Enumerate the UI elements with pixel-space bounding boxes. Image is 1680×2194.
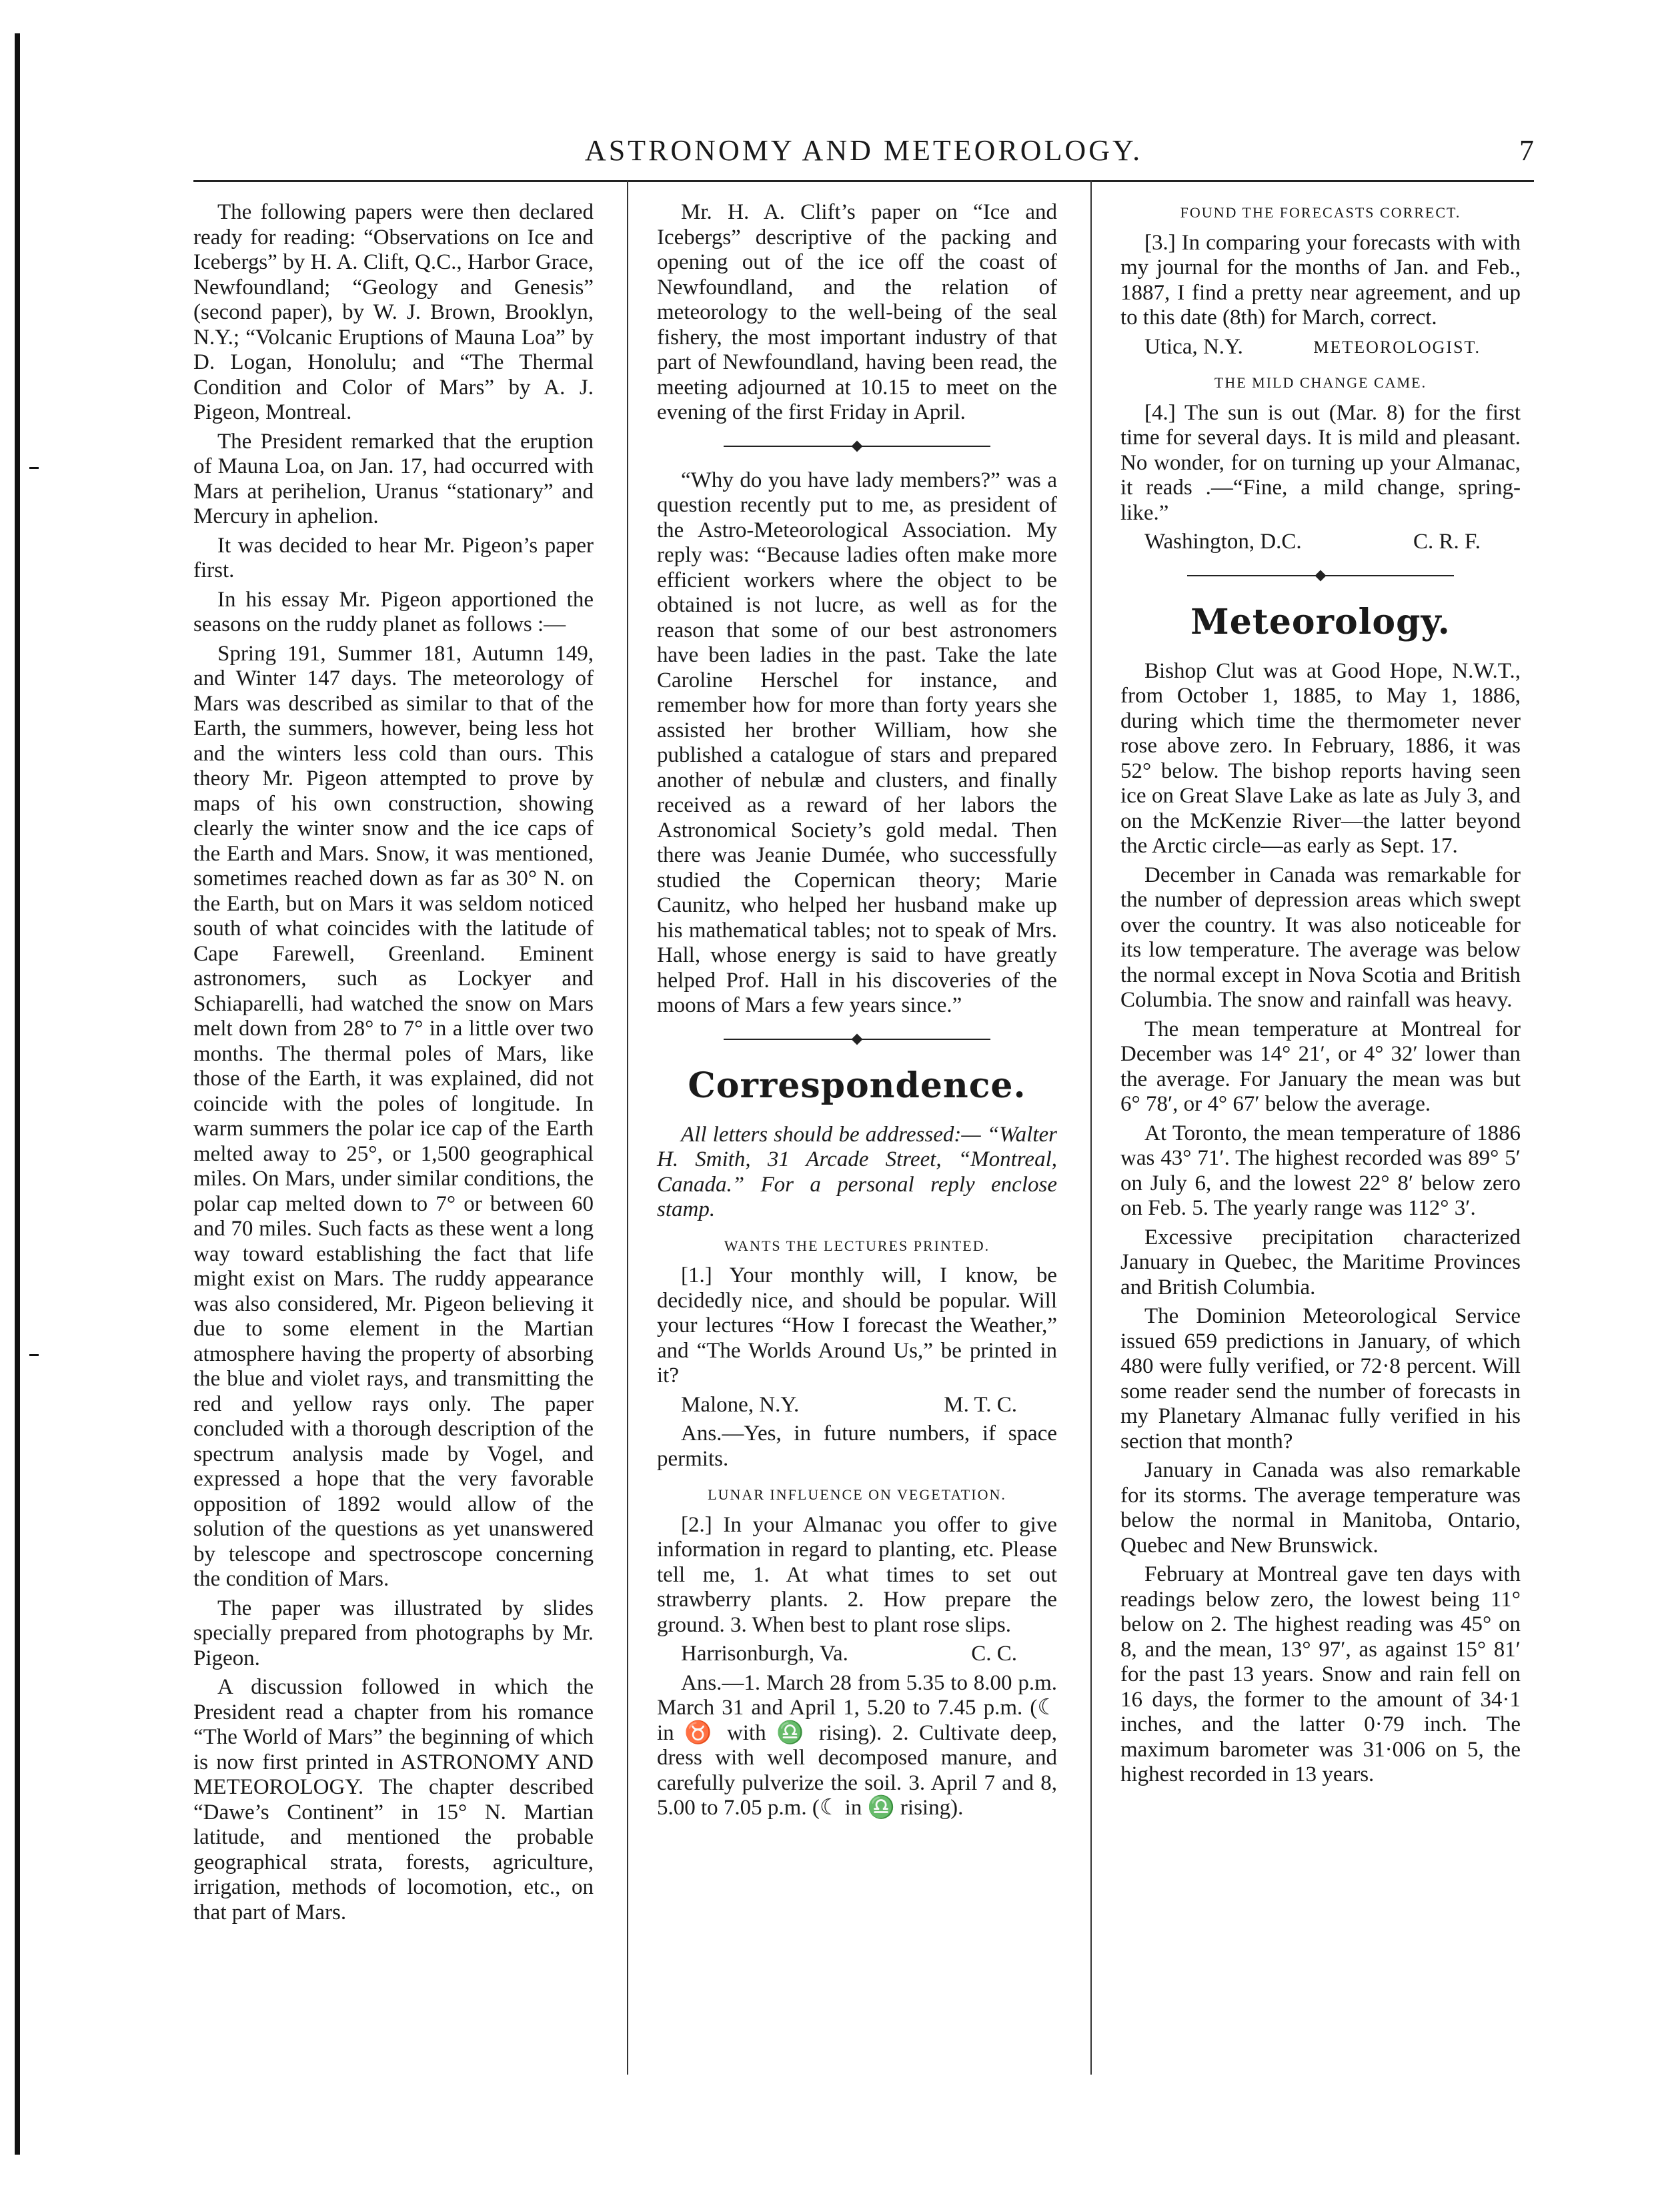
letter-signature bbox=[657, 1393, 1057, 1418]
header-rule bbox=[193, 180, 1534, 182]
running-title: ASTRONOMY AND METEOROLOGY. bbox=[584, 134, 1143, 167]
paragraph: A discussion followed in which the President read a chapter from his romance “The World of Mars” the beginning of which is now first printed in ASTRONOMY AND METEOROLOGY. The chapter described “Dawe’s Continent” in 15° N. Martian latitude, and mentioned the probable geographical strata, forests, agriculture, irrigation, methods of locomotion, etc., on that part of Mars. bbox=[193, 1675, 594, 1925]
meteorology-heading: Meteorology. bbox=[1190, 601, 1451, 642]
page-binding-edge bbox=[15, 33, 20, 2155]
paragraph: Mr. H. A. Clift’s paper on “Ice and Icebergs” descriptive of the packing and opening out of the ice off the coast of Newfoundland, and the relation of meteorology to the well-being of the seal fishery, the most important industry of that part of Newfoundland, having been read, the meeting adjourned at 10.15 to meet on the evening of the first Friday in April. bbox=[657, 200, 1057, 424]
letter-text: [1.] Your monthly will, I know, be decidedly nice, and should be popular. Will your lectures “How I forecast the Weather,” and “The Worlds Around Us,” be printed in it? bbox=[657, 1263, 1057, 1388]
letter-title: FOUND THE FORECASTS CORRECT. bbox=[1180, 204, 1461, 221]
correspondence-heading: Correspondence. bbox=[688, 1065, 1026, 1106]
paragraph: January in Canada was also remarkable for its storms. The average temperature was below the normal in Manitoba, Ontario, Quebec and New Brunswick. bbox=[1120, 1458, 1521, 1558]
paragraph: It was decided to hear Mr. Pigeon’s paper first. bbox=[193, 533, 594, 582]
paragraph: Spring 191, Summer 181, Autumn 149, and Winter 147 days. The meteorology of Mars was described as similar to that of the Earth, the summers, however, being less hot and the winters less cold than ours. This theory Mr. Pigeon attempted to prove by maps of his own construction, showing clearly the winter snow and the ice caps of the Earth and Mars. Snow, it was mentioned, sometimes reached down as far as 30° N. on the Earth, but on Mars it was seldom noticed south of what coincides with the latitude of Cape Farewell, Greenland. Eminent astronomers, such as Lockyer and Schiaparelli, had watched the snow on Mars melt down from 28° to 7° in a little over two months. The thermal poles of Mars, like those of the Earth, it was explained, did not coincide with the poles of longitude. In warm summers the polar ice cap of the Earth melted away to 25°, or 1,500 geographical miles. On Mars, under similar conditions, the polar cap melted down to 7° or between 60 and 70 miles. Such facts as these went a long way toward establishing the fact that life might exist on Mars. The ruddy appearance was also considered, Mr. Pigeon believing it due to some element in the Martian atmosphere having the property of absorbing the blue and violet rays, and transmitting the red and yellow rays only. The paper concluded with a thorough description of the spectrum analysis made by Vogel, and expressed a hope that the very favorable opposition of 1892 would allow of the solution of the questions as yet unanswered by telescope and spectroscope concerning the condition of Mars. bbox=[193, 641, 594, 1591]
letter-answer: Ans.—Yes, in future numbers, if space permits. bbox=[657, 1422, 1057, 1471]
letter-initials: METEOROLOGIST. bbox=[1313, 337, 1481, 357]
section-rule bbox=[657, 439, 1057, 454]
letter-initials: M. T. C. bbox=[944, 1392, 1017, 1417]
letter-place: Malone, N.Y. bbox=[681, 1392, 800, 1417]
binding-mark bbox=[29, 1354, 39, 1356]
paragraph: The Dominion Meteorological Service issued 659 predictions in January, of which 480 were fully verified, or 72·8 percent. Will some reader send the number of forecasts in my Planetary Almanac fully verified in his section that month? bbox=[1120, 1304, 1521, 1454]
letter-place: Utica, N.Y. bbox=[1144, 334, 1243, 359]
section-rule bbox=[657, 1032, 1057, 1047]
letter-answer: Ans.—1. March 28 from 5.35 to 8.00 p.m. March 31 and April 1, 5.20 to 7.45 p.m. (☾ in ♉ with ♎ rising). 2. Cultivate deep, dress with well decomposed manure, and carefully pulverize the soil. 3. April 7 and 8, 5.00 to 7.05 p.m. (☾ in ♎ rising). bbox=[657, 1670, 1057, 1820]
letter-signature bbox=[657, 1642, 1057, 1667]
paragraph: The President remarked that the eruption of Mauna Loa, on Jan. 17, had occurred with Mars at perihelion, Uranus “stationary” and Mercury in aphelion. bbox=[193, 429, 594, 528]
address-note: All letters should be addressed:— “Walter H. Smith, 31 Arcade Street, “Montreal, Canada.” For a personal reply enclose stamp. bbox=[657, 1122, 1057, 1221]
paragraph: In his essay Mr. Pigeon apportioned the seasons on the ruddy planet as follows :— bbox=[193, 587, 594, 636]
paragraph: December in Canada was remarkable for the number of depression areas which swept over the country. It was also noticeable for its low temperature. The average was below the normal except in Nova Scotia and British Columbia. The snow and rainfall was heavy. bbox=[1120, 863, 1521, 1012]
letter-text: [4.] The sun is out (Mar. 8) for the first time for several days. It is mild and pleasant. No wonder, for on turning up your Almanac, it reads .—“Fine, a mild change, spring-like.” bbox=[1120, 400, 1521, 525]
paragraph: The paper was illustrated by slides specially prepared from photographs by Mr. Pigeon. bbox=[193, 1596, 594, 1670]
letter-initials: C. R. F. bbox=[1413, 530, 1481, 554]
letter-place: Harrisonburgh, Va. bbox=[681, 1642, 848, 1666]
column-middle bbox=[657, 200, 1057, 1825]
letter-text: [3.] In comparing your forecasts with with my journal for the months of Jan. and Feb., 1887, I find a pretty near agreement, and up to this date (8th) for March, correct. bbox=[1120, 230, 1521, 330]
column-right bbox=[1120, 200, 1521, 1792]
letter-initials: C. C. bbox=[971, 1642, 1017, 1666]
binding-mark bbox=[29, 467, 39, 469]
column-divider bbox=[1090, 180, 1092, 2075]
paragraph: At Toronto, the mean temperature of 1886 was 43° 71′. The highest recorded was 89° 5′ on July 6, and the lowest 22° 8′ below zero on Feb. 5. The yearly range was 112° 3′. bbox=[1120, 1121, 1521, 1220]
letter-text: [2.] In your Almanac you offer to give information in regard to planting, etc. Please tell me, 1. At what times to set out strawberry plants. 2. How prepare the ground. 3. When best to plant rose slips. bbox=[657, 1512, 1057, 1637]
letter-title: WANTS THE LECTURES PRINTED. bbox=[724, 1237, 990, 1254]
letter-signature bbox=[1120, 530, 1521, 555]
section-rule bbox=[1120, 568, 1521, 583]
paragraph: The mean temperature at Montreal for December was 14° 21′, or 4° 32′ lower than the average. For January the mean was but 6° 78′, or 4° 67′ below the average. bbox=[1120, 1017, 1521, 1116]
column-left bbox=[193, 200, 594, 1929]
letter-place: Washington, D.C. bbox=[1144, 530, 1302, 554]
letter-title: LUNAR INFLUENCE ON VEGETATION. bbox=[708, 1486, 1006, 1503]
paragraph: February at Montreal gave ten days with readings below zero, the lowest being 11° below on 2. The highest reading was 45° on 8, and the mean, 13° 97′, as against 15° 81′ for the past 13 years. Snow and rain fell on 16 days, the former to the amount of 34·1 inches, and the latter 0·79 inch. The maximum barometer was 31·006 on 5, the highest recorded in 13 years. bbox=[1120, 1562, 1521, 1786]
page-number: 7 bbox=[1519, 134, 1534, 167]
column-divider bbox=[627, 180, 628, 2075]
letter-title: THE MILD CHANGE CAME. bbox=[1214, 374, 1427, 391]
paragraph: Excessive precipitation characterized January in Quebec, the Maritime Provinces and British Columbia. bbox=[1120, 1225, 1521, 1299]
letter-signature bbox=[1120, 335, 1521, 360]
paragraph: “Why do you have lady members?” was a question recently put to me, as president of the Astro-Meteorological Association. My reply was: “Because ladies often make more efficient workers where the object to be obtained is not lucre, as well as for the reason that some of our best astronomers have been ladies in the past. Take the late Caroline Herschel for instance, and remember how for more than forty years she assisted her brother William, how she published a catalogue of stars and prepared another of nebulæ and clusters, and finally received as a reward of her labors the Astronomical Society’s gold medal. Then there was Jeanie Dumée, who successfully studied the Copernican theory; Marie Caunitz, who helped her husband make up his mathematical tables; not to speak of Mrs. Hall, whose energy is said to have greatly helped Prof. Hall in his discoveries of the moons of Mars a few years since.” bbox=[657, 468, 1057, 1017]
paragraph: Bishop Clut was at Good Hope, N.W.T., from October 1, 1885, to May 1, 1886, during which time the thermometer never rose above zero. In February, 1886, it was 52° below. The bishop reports having seen ice on Great Slave Lake as late as July 3, and on the McKenzie River—the latter beyond the Arctic circle—as early as Sept. 17. bbox=[1120, 658, 1521, 858]
page-header bbox=[193, 120, 1534, 180]
paragraph: The following papers were then declared ready for reading: “Observations on Ice and Icebergs” by H. A. Clift, Q.C., Harbor Grace, Newfoundland; “Geology and Genesis” (second paper), by W. J. Brown, Brooklyn, N.Y.; “Volcanic Eruptions of Mauna Loa” by D. Logan, Honolulu; and “The Thermal Condition and Color of Mars” by A. J. Pigeon, Montreal. bbox=[193, 200, 594, 424]
